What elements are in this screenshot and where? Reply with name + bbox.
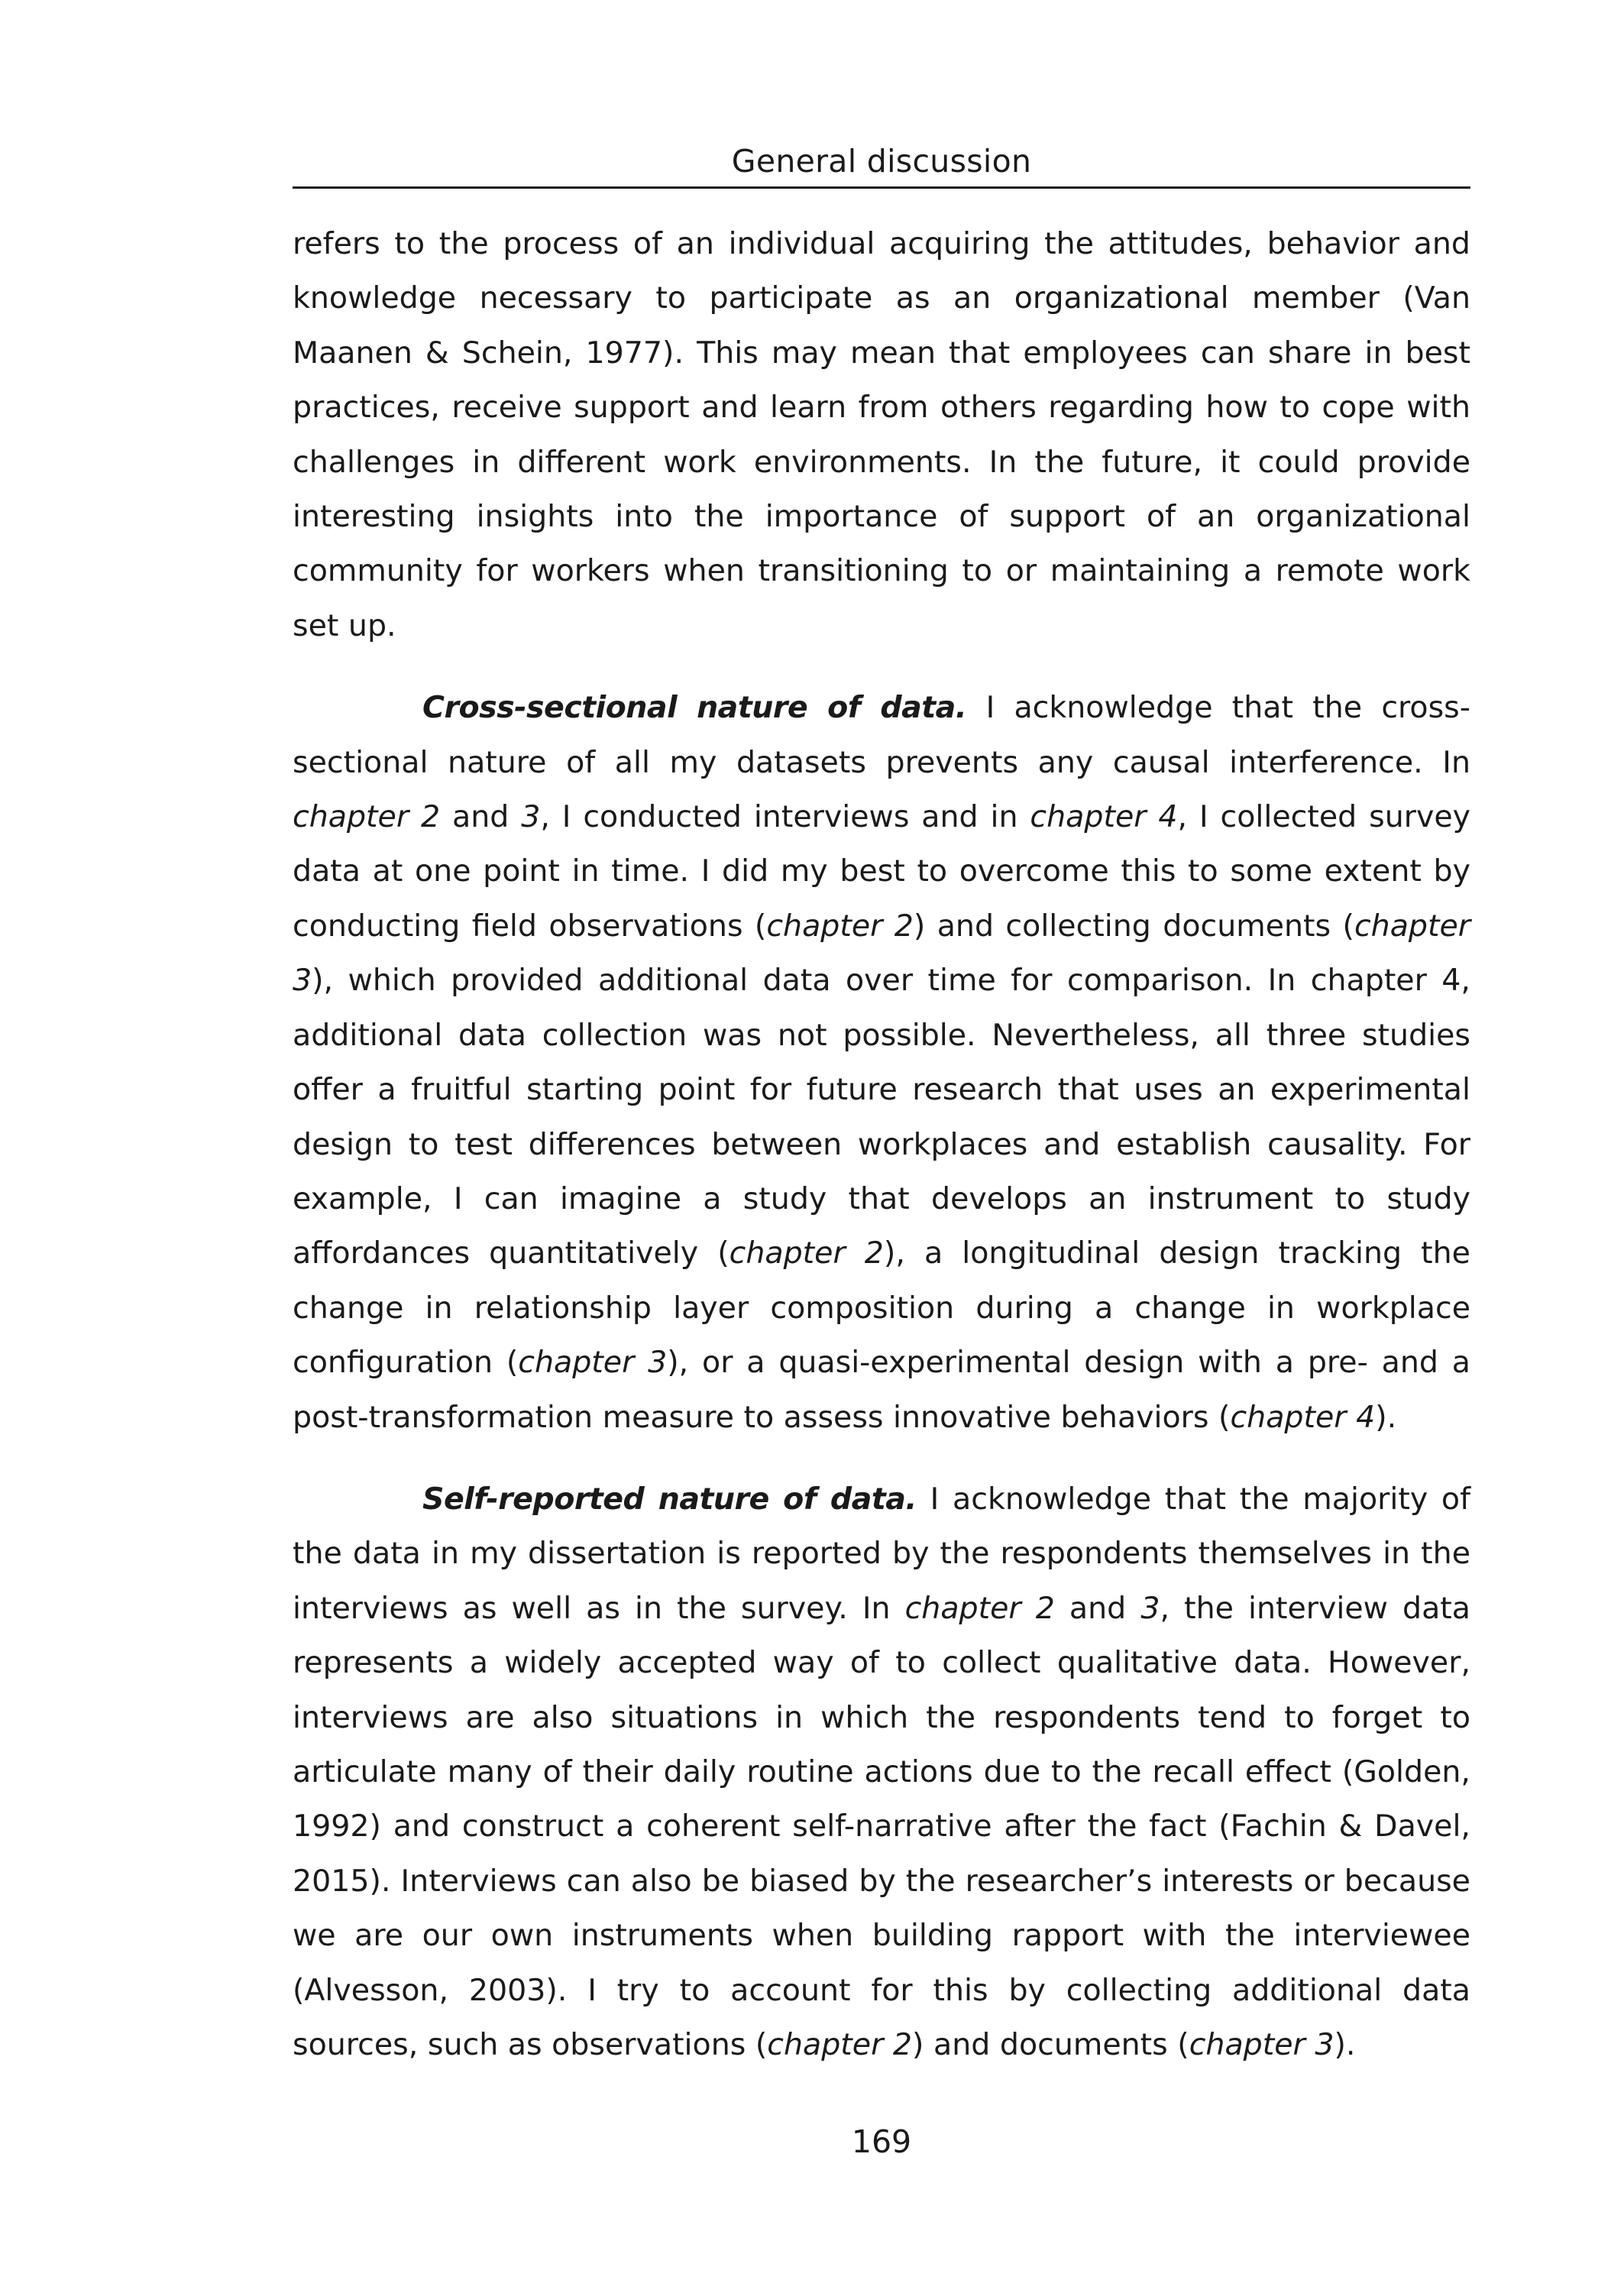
chapter-reference: chapter 3	[1189, 2027, 1334, 2062]
subheading-self-reported: Self-reported nature of data.	[422, 1481, 917, 1517]
chapter-reference: chapter 4	[1030, 799, 1178, 835]
chapter-reference: chapter 2	[767, 2027, 913, 2062]
paragraph-self-reported: Self-reported nature of data. I acknowledge that the majority of the data in my dissertation is reported by the respondents themselves in the interviews as well as in the survey. In chapter 2 and 3, the interview data represents a widely accepted way of to collect qualitative data. However, interviews are also situations in which the respondents tend to forget to articulate many of their daily routine actions due to the recall effect (Golden, 1992) and construct a coherent self-narrative after the fact (Fachin & Davel, 2015). Interviews can also be biased by the researcher’s interests or because we are our own instruments when building rapport with the interviewee (Alvesson, 2003). I try to account for this by collecting additional data sources, such as observations (chapter 2) and documents (chapter 3).	[293, 1481, 1471, 2062]
chapter-reference: chapter 4	[1230, 1399, 1376, 1435]
chapter-reference: chapter 2	[293, 799, 441, 835]
chapter-reference: chapter 3	[518, 1345, 668, 1381]
running-header: General discussion	[731, 143, 1032, 180]
body-text	[293, 217, 1470, 2072]
header-rule	[293, 186, 1470, 189]
document-page	[293, 0, 1470, 2293]
page-number: 169	[851, 2123, 912, 2160]
subheading-cross-sectional: Cross-sectional nature of data.	[422, 690, 967, 726]
chapter-reference: chapter 2	[766, 908, 914, 944]
chapter-reference: chapter 2	[729, 1236, 884, 1271]
chapter-reference: 3	[521, 799, 541, 835]
chapter-reference: chapter 3	[293, 908, 1470, 999]
chapter-reference: chapter 2	[904, 1590, 1055, 1626]
paragraph-organizational-socialization: refers to the process of an individual acquiring the attitudes, behavior and knowledge necessary to participate as an organizational member (Van Maanen & Schein, 1977). This may mean that employees can share in best practices, receive support and learn from others regarding how to cope with challenges in different work environments. In the future, it could provide interesting insights into the importance of support of an organizational community for workers when transitioning to or maintaining a remote work set up.	[293, 226, 1470, 643]
chapter-reference: 3	[1140, 1590, 1160, 1626]
paragraph-cross-sectional: Cross-sectional nature of data. I acknowledge that the cross-sectional nature of all my datasets prevents any causal interference. In chapter 2 and 3, I conducted interviews and in chapter 4, I collected survey data at one point in time. I did my best to overcome this to some extent by conducting field observations (chapter 2) and collecting documents (chapter 3), which provided additional data over time for comparison. In chapter 4, additional data collection was not possible. Nevertheless, all three studies offer a fruitful starting point for future research that uses an experimental design to test differences between workplaces and establish causality. For example, I can imagine a study that develops an instrument to study affordances quantitatively (chapter 2), a longitudinal design tracking the change in relationship layer composition during a change in workplace configuration (chapter 3), or a quasi-experimental design with a pre- and a post-transformation measure to assess innovative behaviors (chapter 4).	[293, 690, 1471, 1435]
